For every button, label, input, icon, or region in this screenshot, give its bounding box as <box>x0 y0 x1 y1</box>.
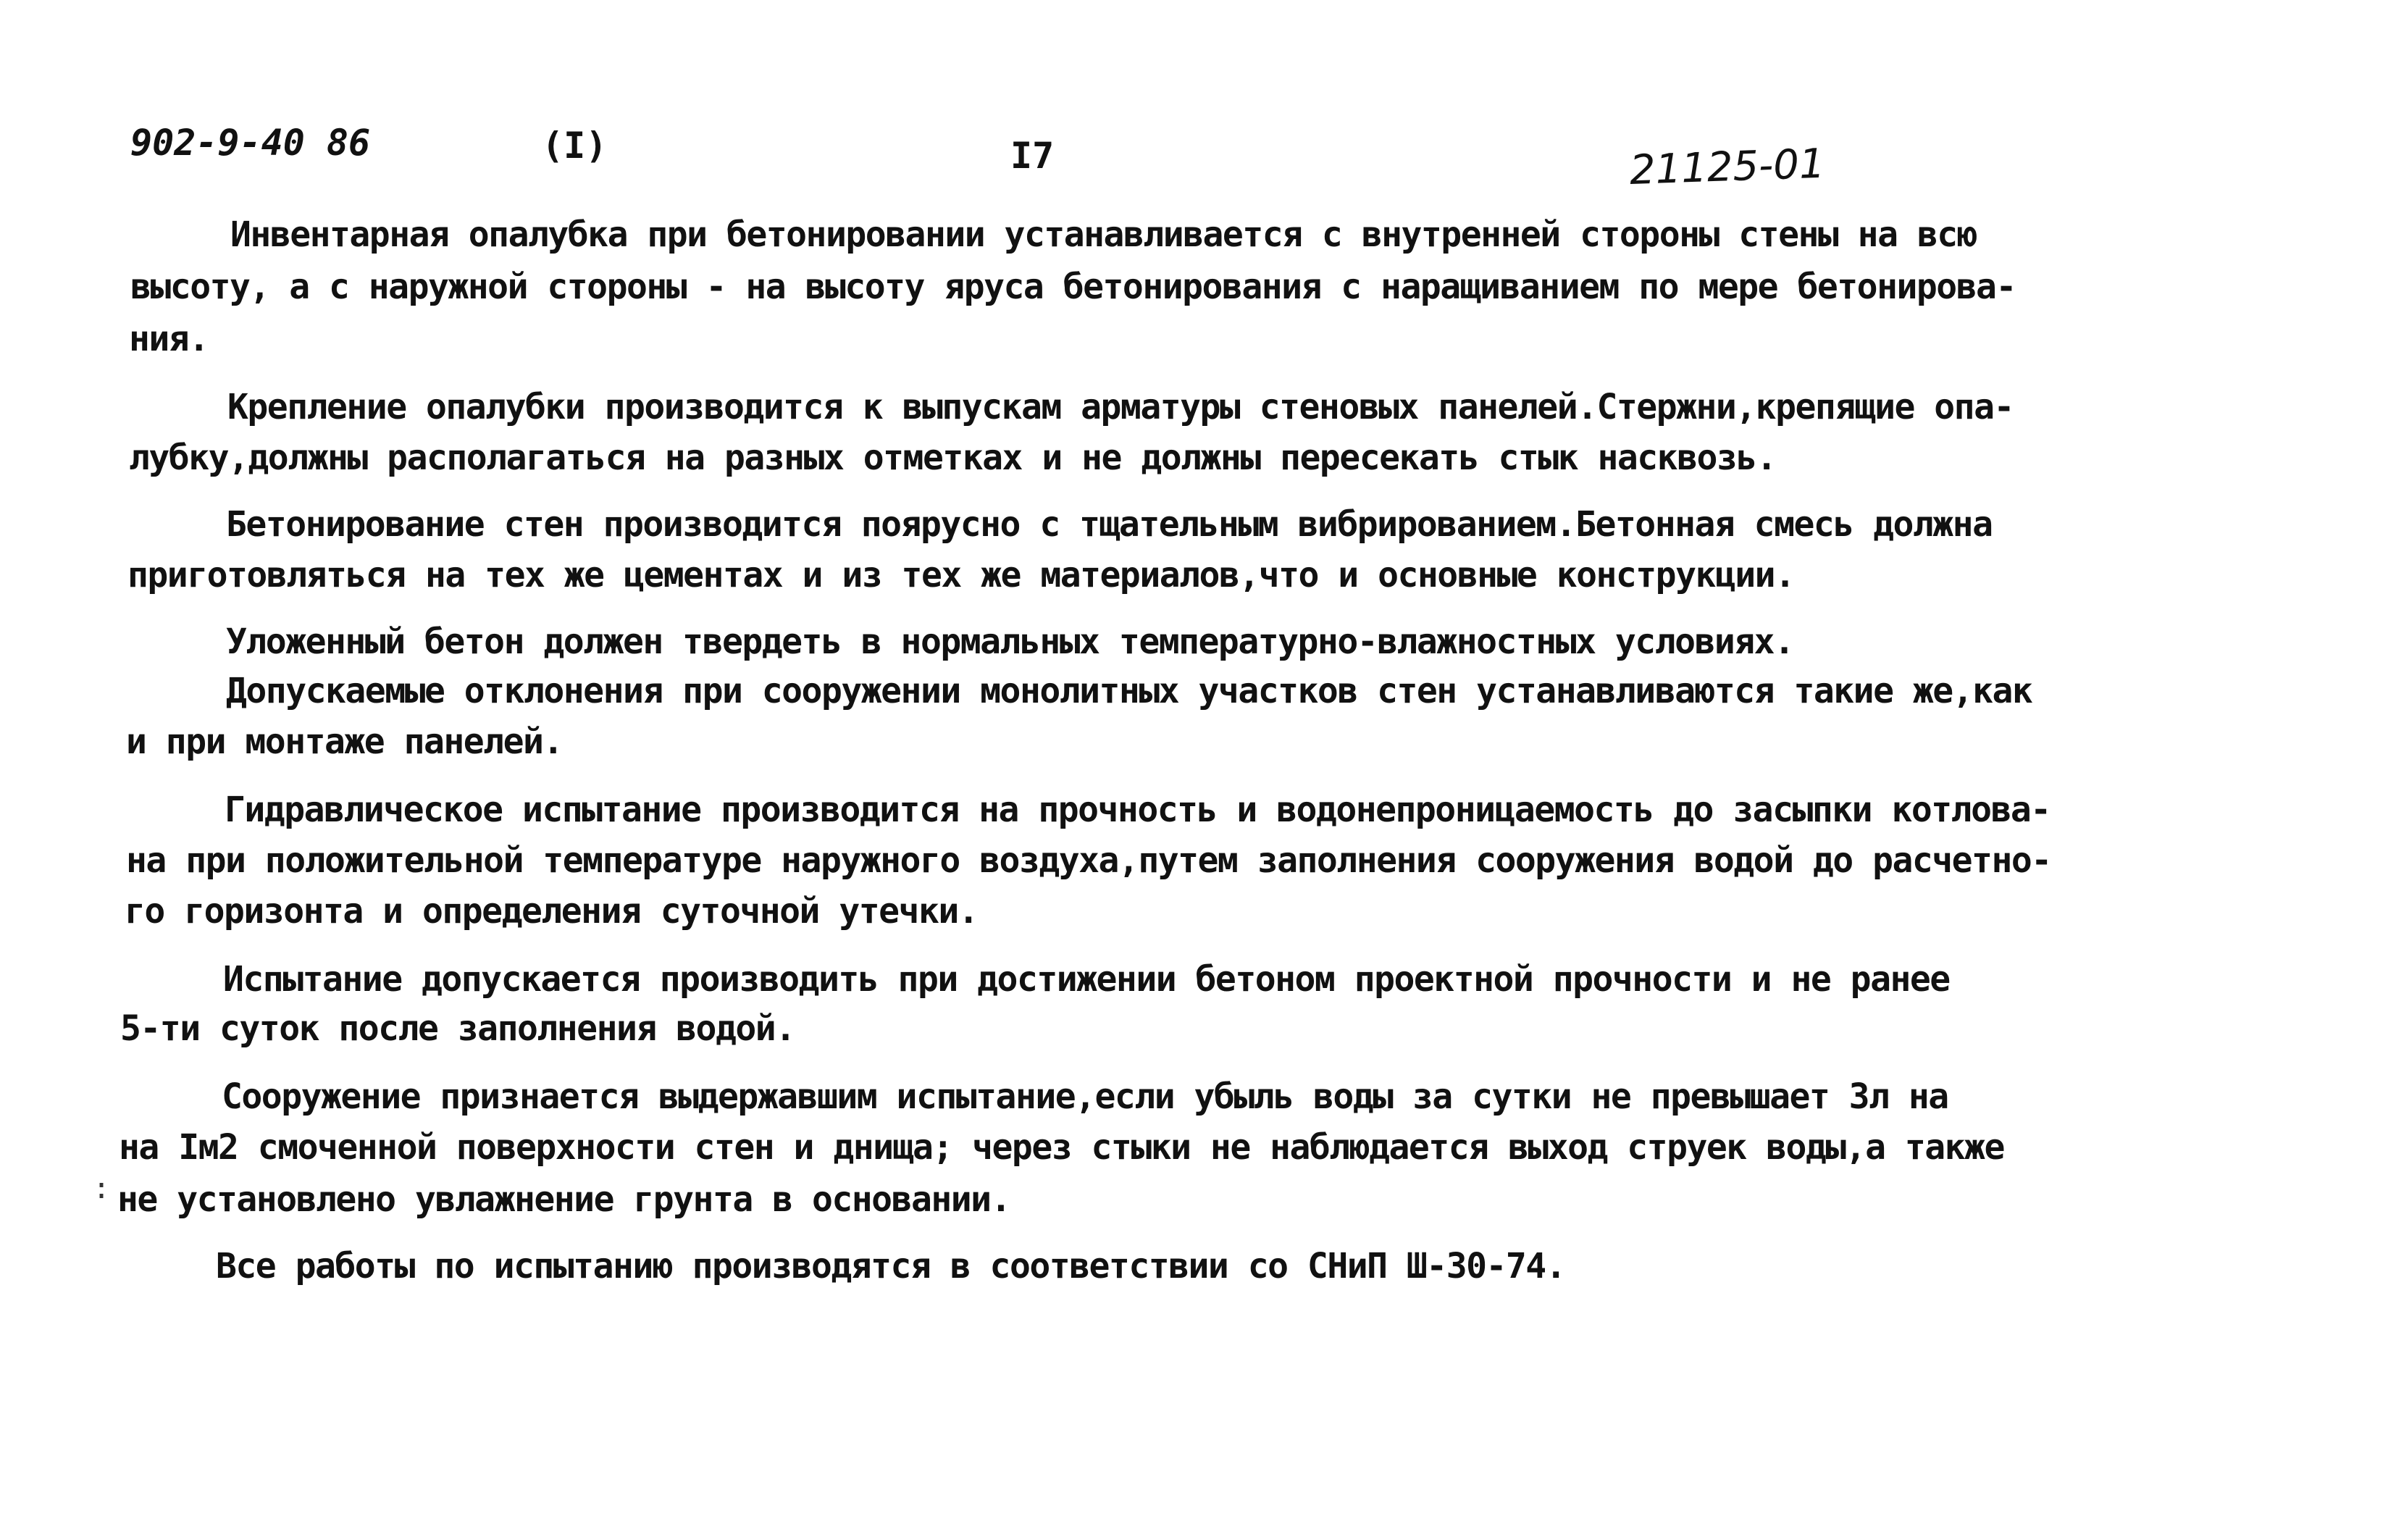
margin-mark: : <box>93 1172 111 1205</box>
text-line: и при монтаже панелей. <box>126 721 563 762</box>
text-line: на при положительной температуре наружного воздуха,путем заполнения сооружения водой до расчетно- <box>126 840 2051 881</box>
text-line: Инвентарная опалубка при бетонировании устанавливается с внутренней стороны стены на всю <box>230 214 1977 255</box>
text-line: Испытание допускается производить при достижении бетоном проектной прочности и не ранее <box>223 959 1950 1000</box>
text-line: приготовляться на тех же цементах и из тех же материалов,что и основные конструкции. <box>127 555 1795 595</box>
text-line: Крепление опалубки производится к выпускам арматуры стеновых панелей.Стержни,крепящие опа- <box>227 387 2014 427</box>
inventory-stamp: 21125-01 <box>1628 140 1826 194</box>
document-code: 902-9-40 86 <box>130 122 371 164</box>
text-line: Сооружение признается выдержавшим испытание,если убыль воды за сутки не превышает 3л на <box>222 1076 1948 1117</box>
page-number: I7 <box>1010 135 1055 177</box>
text-line: не установлено увлажнение грунта в основании. <box>117 1179 1010 1220</box>
part-number: (I) <box>542 125 608 167</box>
text-line: лубку,должны располагаться на разных отметках и не должны пересекать стык насквозь. <box>129 438 1777 478</box>
text-line: высоту, а с наружной стороны - на высоту яруса бетонирования с наращиванием по мере бетонирова- <box>130 267 2016 307</box>
text-line: Все работы по испытанию производятся в соответствии со СНиП Ш-30-74. <box>216 1246 1566 1286</box>
text-line: ния. <box>129 319 209 359</box>
text-line: го горизонта и определения суточной утечки. <box>125 891 979 932</box>
text-line: 5-ти суток после заполнения водой. <box>120 1008 795 1049</box>
text-line: Допускаемые отклонения при сооружении монолитных участков стен устанавливаются такие же,как <box>226 671 2032 711</box>
text-line: Гидравлическое испытание производится на прочность и водонепроницаемость до засыпки котлова- <box>225 790 2051 830</box>
text-line: Бетонирование стен производится поярусно с тщательным вибрированием.Бетонная смесь должна <box>226 504 1993 545</box>
text-line: на Iм2 смоченной поверхности стен и днища; через стыки не наблюдается выход струек воды,а также <box>119 1127 2004 1168</box>
text-line: Уложенный бетон должен твердеть в нормальных температурно-влажностных условиях. <box>226 622 1794 662</box>
